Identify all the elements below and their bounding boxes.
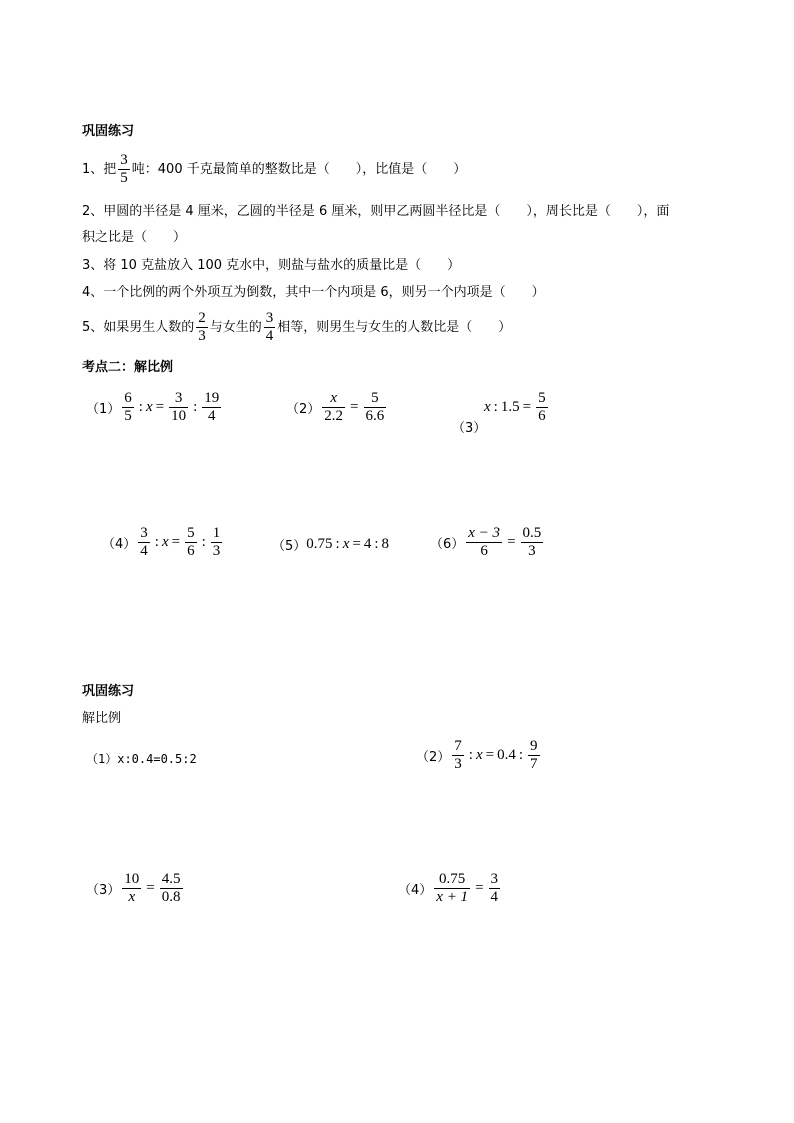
question-4: 4、一个比例的两个外项互为倒数，其中一个内项是 6，则另一个内项是（ ） [82, 285, 545, 300]
question-5: 5、如果男生人数的 $\frac{2}{3}$ 与女生的 $\frac{3}{4}$ 相等，则男生与女生的人数比是（ ） [82, 310, 512, 344]
problem-2-2: （2） $\frac{x}{2.2}$ = $\frac{5}{6.6}$ [286, 390, 385, 424]
problem-3-4: （4） $\frac{0.75}{x + 1}$ = $\frac{3}{4}$ [398, 871, 499, 905]
problem-3-1: （1）x:0.4=0.5:2 [86, 752, 197, 766]
section-title-consolidation: 巩固练习 [82, 124, 135, 139]
question-1: 1、把 $\frac{3}{5}$ 吨：400 千克最简单的整数比是（ ），比值是（ ） [82, 152, 467, 186]
problem-2-1: （1） $\frac{6}{5}$ : x = $\frac{3}{10}$ : $\frac{19}{4}$ [86, 390, 220, 424]
problem-3-3: （3） $\frac{10}{x}$ = $\frac{4.5}{0.8}$ [86, 871, 181, 905]
question-2-line-2: 积之比是（ ） [82, 230, 187, 245]
problem-2-4: （4） $\frac{3}{4}$ : x = $\frac{5}{6}$ : $\frac{1}{3}$ [102, 525, 221, 559]
problem-2-3-label: （3） [452, 421, 487, 436]
question-3: 3、将 10 克盐放入 100 克水中，则盐与盐水的质量比是（ ） [82, 258, 461, 273]
fraction: $\frac{3}{4}$ [265, 310, 274, 344]
problem-2-6: （6） $\frac{x - 3}{6}$ = $\frac{0.5}{3}$ [430, 525, 542, 559]
fraction: $\frac{3}{5}$ [120, 152, 128, 186]
problem-3-2: （2） $\frac{7}{3}$ : x = 0.4 : $\frac{9}{7}$ [416, 738, 538, 772]
problem-2-3: x : 1.5 = $\frac{5}{6}$ [484, 390, 546, 424]
section-title-consolidation-2: 巩固练习 [82, 684, 135, 699]
section-subtitle-solve-proportion: 解比例 [82, 711, 122, 726]
section-title-solve-proportion: 考点二：解比例 [82, 360, 174, 375]
problem-2-5: （5） 0.75 : x = 4 : 8 [272, 536, 390, 554]
question-2-line-1: 2、甲圆的半径是 4 厘米，乙圆的半径是 6 厘米，则甲乙两圆半径比是（ ），周长比是（ ），面 [82, 204, 670, 219]
fraction: $\frac{2}{3}$ [198, 310, 206, 344]
